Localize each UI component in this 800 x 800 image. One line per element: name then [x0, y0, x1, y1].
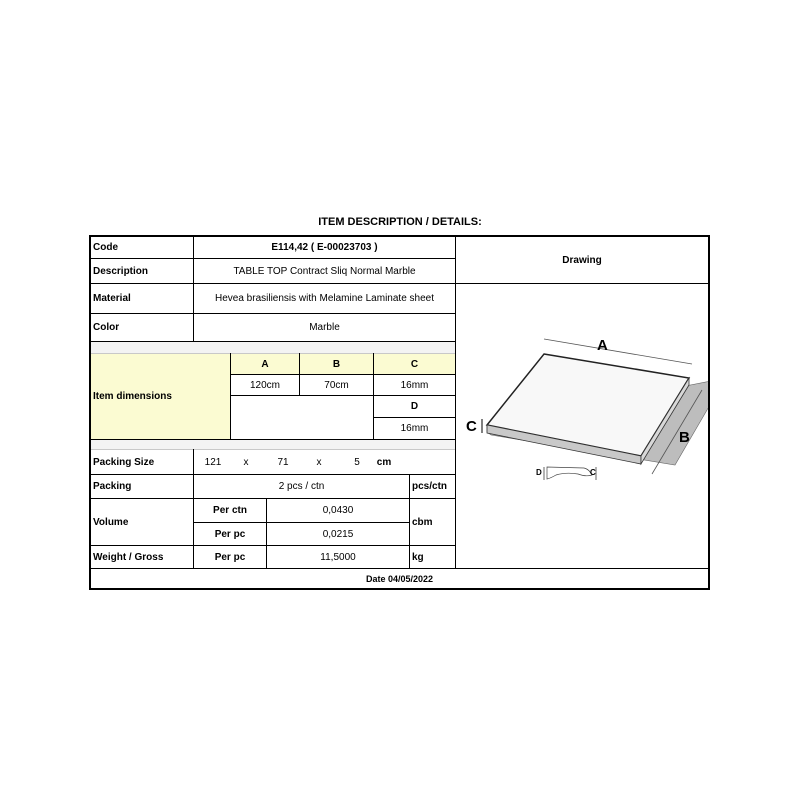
weight-value: 11,5000: [320, 551, 356, 563]
gap-row-bottom: [91, 439, 455, 449]
packing-size-x1: x: [243, 456, 249, 468]
dimension-value-a: 120cm: [249, 379, 280, 391]
weight-unit: kg: [412, 551, 424, 563]
drawing-label-c: C: [466, 418, 477, 435]
volume-per-ctn-label: Per ctn: [213, 505, 247, 516]
packing-unit: pcs/ctn: [412, 481, 448, 492]
packing-size-unit: cm: [376, 456, 392, 468]
drawing-label-d: D: [536, 468, 542, 477]
document-title: ITEM DESCRIPTION / DETAILS:: [318, 216, 482, 228]
packing-size-height: 5: [354, 456, 360, 468]
dimension-value-b: 70cm: [324, 379, 349, 391]
dimension-header-d: D: [410, 401, 419, 412]
code-label: Code: [93, 242, 118, 253]
date-footer: Date 04/05/2022: [365, 574, 434, 584]
drawing-label-c-small: C: [590, 468, 596, 477]
color-value: Marble: [309, 322, 340, 333]
volume-per-pc-value: 0,0215: [322, 528, 354, 540]
packing-value: 2 pcs / ctn: [278, 481, 325, 492]
drawing-label-a: A: [597, 337, 608, 354]
material-value: Hevea brasiliensis with Melamine Laminate sheet: [215, 293, 434, 304]
drawing-header: Drawing: [562, 254, 602, 266]
dimension-value-c: 16mm: [400, 379, 429, 391]
color-label: Color: [93, 322, 120, 333]
item-details-sheet: [89, 235, 710, 590]
volume-per-pc-label: Per pc: [214, 528, 246, 540]
dimension-header-a: A: [261, 358, 269, 370]
dimension-header-b: B: [332, 358, 341, 370]
gap-row-top: [91, 341, 455, 353]
weight-per-pc-label: Per pc: [214, 551, 246, 563]
code-value: E114,42 ( E-00023703 ): [271, 242, 378, 253]
drawing-label-b: B: [679, 429, 690, 446]
packing-label: Packing: [93, 481, 132, 492]
material-label: Material: [93, 293, 131, 304]
dimension-value-d: 16mm: [400, 423, 429, 434]
description-label: Description: [93, 265, 149, 277]
volume-per-ctn-value: 0,0430: [322, 505, 354, 516]
packing-size-x2: x: [316, 456, 322, 468]
packing-size-width: 71: [277, 456, 289, 468]
dimensions-label: Item dimensions: [93, 391, 172, 402]
table-top-drawing: [456, 284, 708, 568]
volume-unit: cbm: [412, 516, 433, 528]
volume-label: Volume: [93, 516, 129, 528]
dimension-header-c: C: [410, 358, 419, 370]
weight-label: Weight / Gross: [93, 551, 164, 563]
description-value: TABLE TOP Contract Sliq Normal Marble: [233, 265, 416, 277]
packing-size-label: Packing Size: [93, 456, 155, 468]
packing-size-length: 121: [204, 456, 222, 468]
edge-profile-detail: [536, 467, 596, 480]
